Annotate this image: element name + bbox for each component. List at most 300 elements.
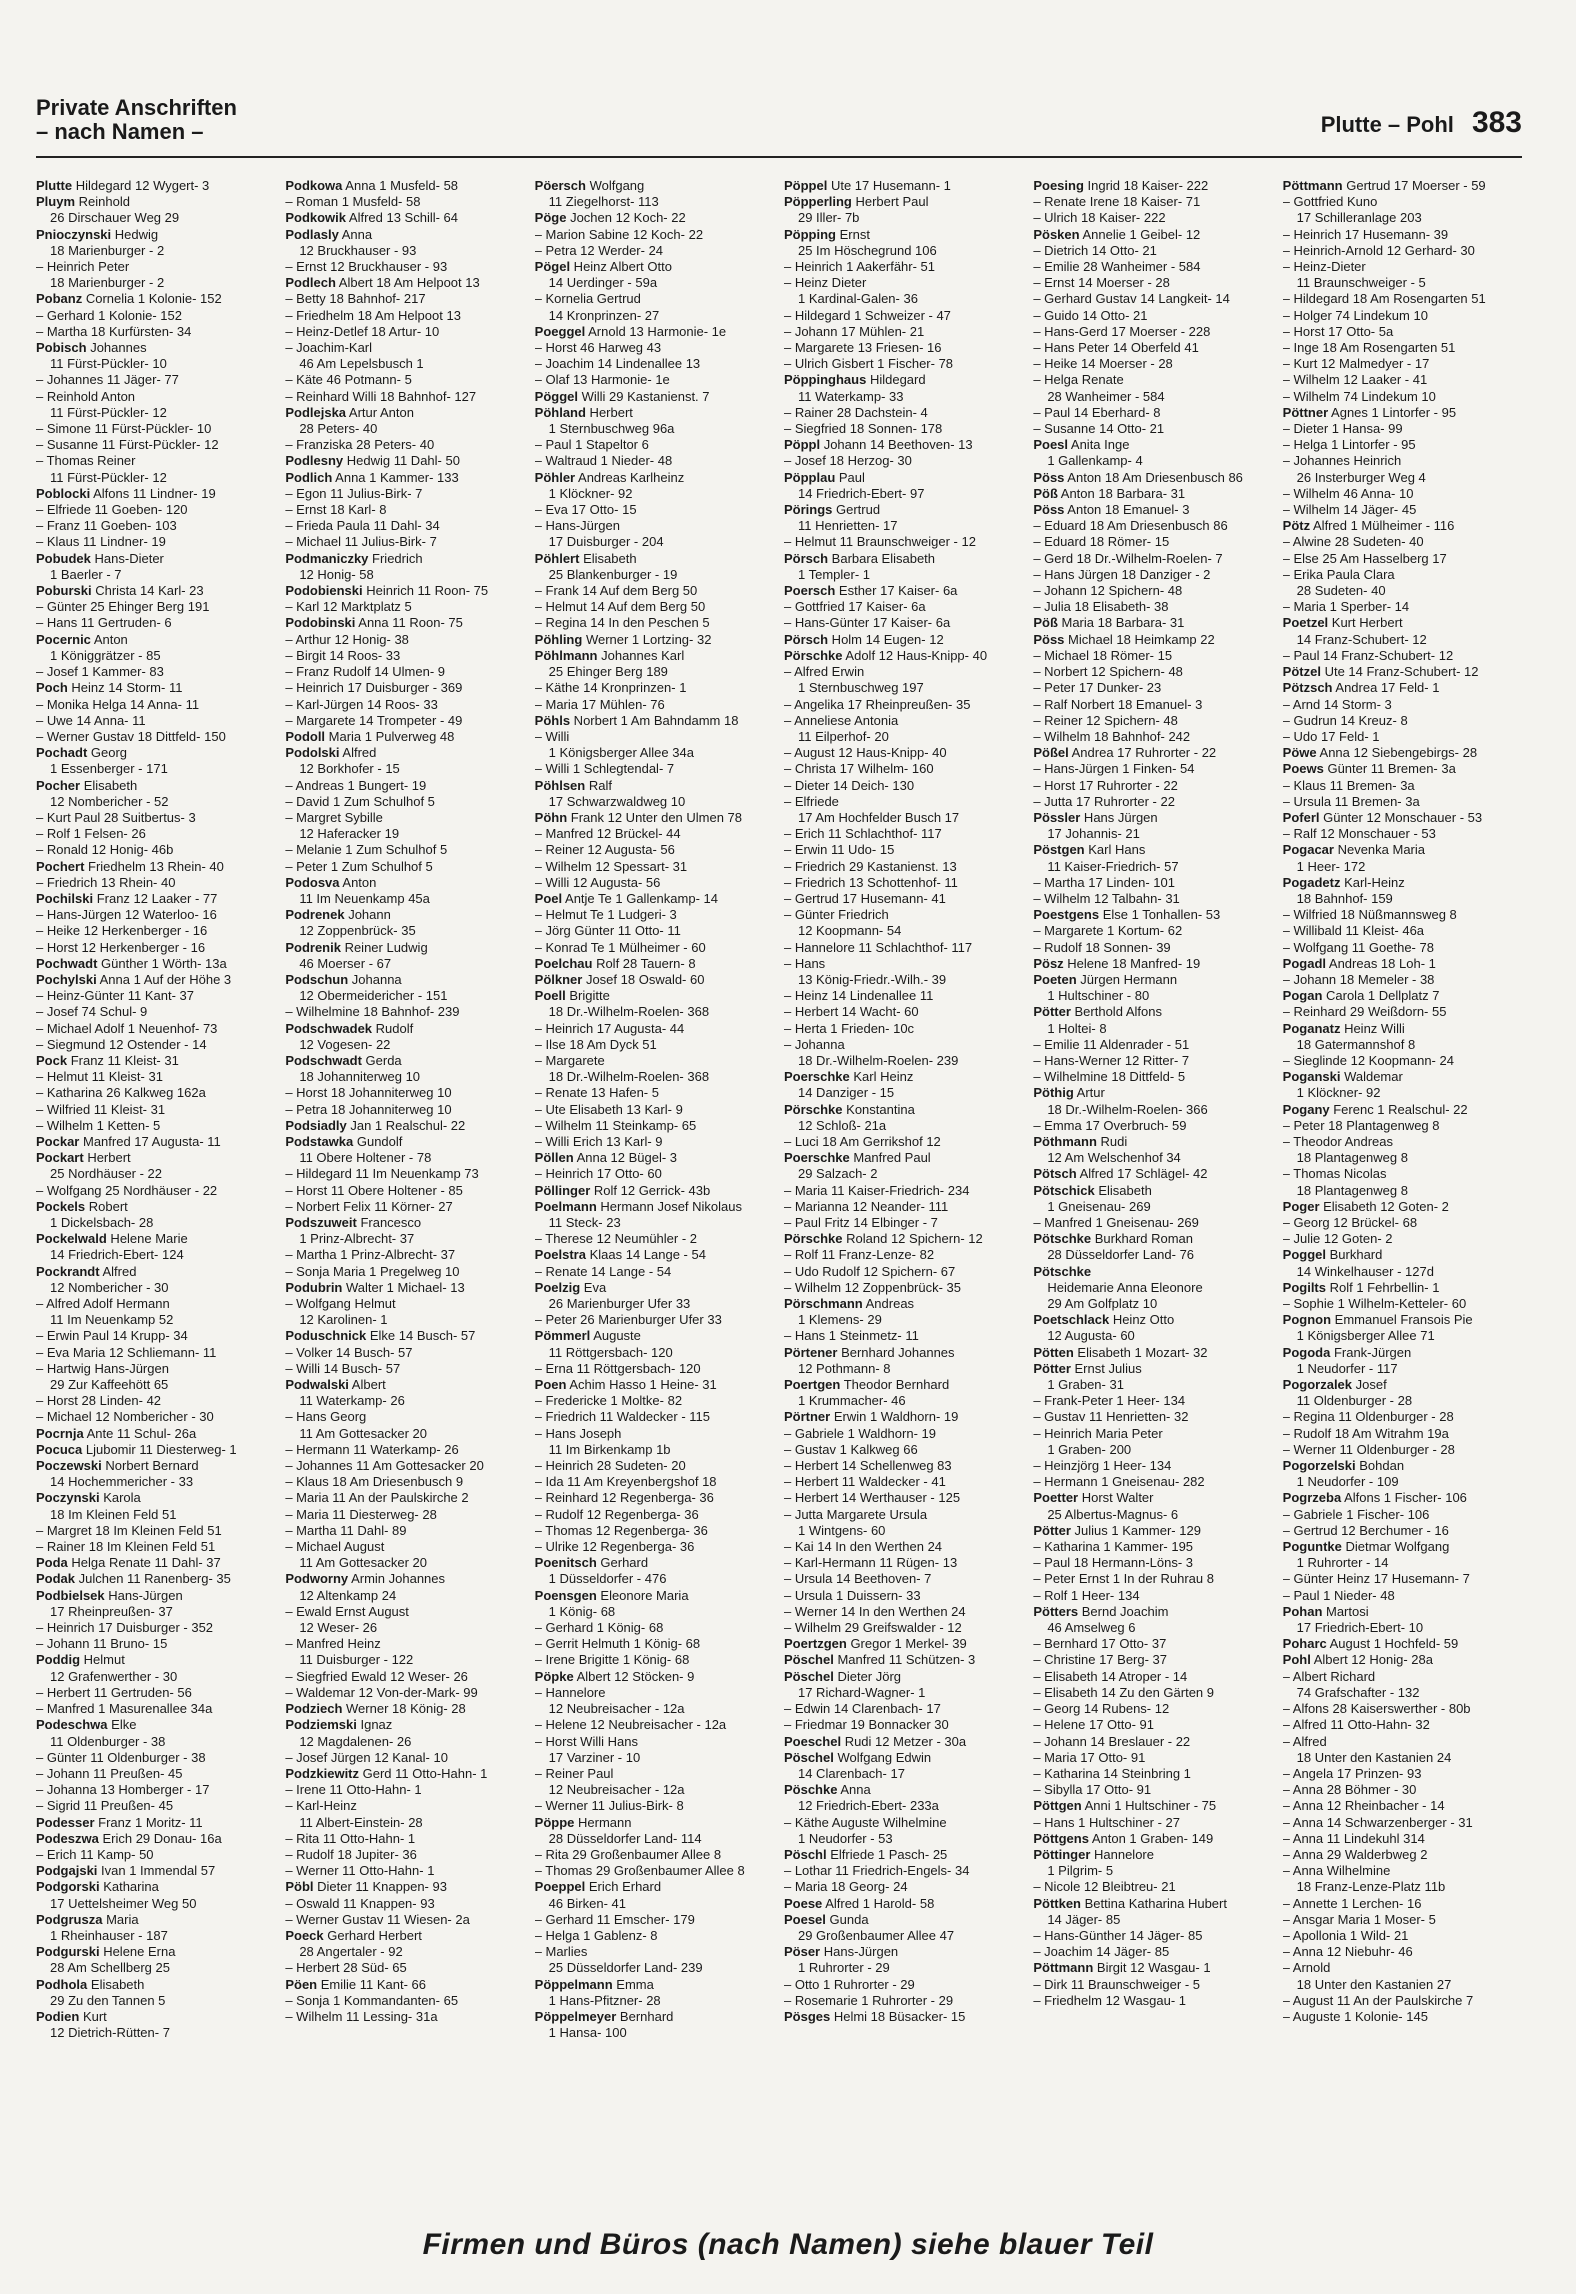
directory-entry: – Paul Fritz 14 Elbinger - 7 [784, 1215, 1023, 1231]
directory-entry: 1 Neudorfer - 109 [1296, 1474, 1399, 1490]
directory-entry: – Ernst 14 Moerser - 28 [1033, 275, 1272, 291]
directory-entry: – Hans-Gerd 17 Moerser - 228 [1033, 324, 1272, 340]
directory-entry: – Michael 11 Julius-Birk- 7 [285, 534, 524, 550]
directory-entry: 11 Duisburger - 122 [299, 1652, 414, 1668]
directory-entry: – Gerhard 11 Emscher- 179 [535, 1912, 774, 1928]
directory-entry [285, 551, 524, 567]
directory-entry [1033, 470, 1272, 486]
entry-details: Agnes 1 Lintorfer - 95 [1328, 404, 1457, 420]
directory-entry: – Theodor Andreas [1283, 1134, 1522, 1150]
directory-entry: 1 Sternbuschweg 197 [797, 680, 924, 696]
entry-details: Hildegard 12 Wygert- 3 [72, 178, 210, 193]
directory-entry: 25 Düsseldorfer Land- 239 [548, 1960, 703, 1976]
entry-details: Albert 18 Am Helpoot 13 [335, 275, 480, 291]
directory-entry: – Heinrich Peter [36, 259, 275, 275]
directory-entry: – Karl-Heinz [285, 1798, 524, 1814]
entry-details: Helene Erna [99, 1944, 176, 1960]
directory-entry: 11 Ziegelhorst- 113 [548, 194, 659, 210]
directory-entry [1033, 907, 1272, 923]
directory-entry: 11 Fürst-Pückler- 12 [50, 469, 167, 485]
directory-entry: – Angela 17 Prinzen- 93 [1283, 1766, 1522, 1782]
entry-details: Hans-Dieter [90, 550, 164, 566]
surname: Podubrin [285, 1279, 343, 1295]
directory-entry [285, 178, 524, 194]
directory-entry [285, 210, 524, 226]
directory-entry [1033, 1960, 1272, 1976]
entry-details: Ignaz [356, 1717, 393, 1733]
directory-entry: – Heike 12 Herkenberger - 16 [36, 923, 275, 939]
directory-entry: 46 Birken- 41 [548, 1895, 626, 1911]
directory-entry: 12 Borkhofer - 15 [299, 761, 400, 777]
entry-details: Alfons 11 Lindner- 19 [90, 485, 216, 501]
surname: Pöttner [1282, 404, 1329, 420]
surname: Poduschnick [285, 1328, 367, 1344]
directory-entry: – Lothar 11 Friedrich-Engels- 34 [784, 1863, 1023, 1879]
directory-entry: – Dieter 1 Hansa- 99 [1283, 421, 1522, 437]
directory-entry: 1 Königsberger Allee 34a [548, 745, 694, 761]
directory-entry: – Betty 18 Bahnhof- 217 [285, 291, 524, 307]
surname: Pocernic [36, 631, 91, 647]
directory-entry: – Helga Renate [1033, 372, 1272, 388]
directory-entry: – Hans 1 Hultschiner - 27 [1033, 1815, 1272, 1831]
directory-entry: 1 Holtei- 8 [1047, 1020, 1107, 1036]
entry-details: Friedhelm 13 Rhein- 40 [84, 858, 224, 874]
surname: Pohan [1282, 1603, 1323, 1619]
directory-entry: – Gottfried 17 Kaiser- 6a [784, 599, 1023, 615]
surname: Pogoda [1282, 1344, 1331, 1360]
directory-entry: – Wilhelm 14 Jäger- 45 [1283, 502, 1522, 518]
surname: Poger [1282, 1198, 1320, 1214]
directory-entry: – Wilhelm 29 Greifswalder - 12 [784, 1620, 1023, 1636]
directory-entry: – Margret 18 Im Kleinen Feld 51 [36, 1523, 275, 1539]
directory-entry [535, 988, 774, 1004]
directory-entry: 1 Hansa- 100 [548, 2025, 627, 2041]
directory-entry: – Katharina 26 Kalkweg 162a [36, 1085, 275, 1101]
directory-entry: – Johann 14 Breslauer - 22 [1033, 1734, 1272, 1750]
directory-entry [535, 972, 774, 988]
surname: Podmaniczky [285, 550, 369, 566]
directory-entry: – Herbert 14 Schellenweg 83 [784, 1458, 1023, 1474]
directory-entry: – Johann 17 Mühlen- 21 [784, 324, 1023, 340]
directory-entry: – Karl 12 Marktplatz 5 [285, 599, 524, 615]
entry-details: Gerda [361, 1052, 402, 1068]
directory-entry [1283, 1377, 1522, 1393]
directory-entry: – Horst 12 Herkenberger - 16 [36, 940, 275, 956]
directory-entry: – Horst 17 Otto- 5a [1283, 324, 1522, 340]
directory-entry [36, 1150, 275, 1166]
entry-details: Elisabeth 12 Goten- 2 [1319, 1198, 1449, 1214]
entry-details: Ante 11 Schul- 26a [83, 1425, 197, 1441]
directory-entry: 12 Koopmann- 54 [797, 923, 902, 939]
directory-entry: 14 Jäger- 85 [1047, 1911, 1121, 1927]
surname: Poczewski [36, 1458, 102, 1474]
entry-details: Karl Hans [1084, 842, 1146, 858]
directory-entry [36, 1652, 275, 1668]
directory-entry: – Margarete [535, 1053, 774, 1069]
surname: Pömmerl [534, 1328, 591, 1344]
directory-entry [784, 1847, 1023, 1863]
directory-entry: – Margarete 1 Kortum- 62 [1033, 923, 1272, 939]
directory-entry: – Wilhelm 18 Bahnhof- 242 [1033, 729, 1272, 745]
surname: Pochwadt [36, 955, 98, 971]
directory-entry: – Wilhelm 12 Talbahn- 31 [1033, 891, 1272, 907]
entry-details: Anna 12 Bügel- 3 [573, 1150, 678, 1166]
directory-entry: – Hans [784, 956, 1023, 972]
directory-entry: – Andreas 1 Bungert- 19 [285, 778, 524, 794]
directory-entry [784, 1750, 1023, 1766]
directory-entry: 12 Bruckhauser - 93 [299, 242, 417, 258]
surname: Podlech [285, 275, 336, 291]
directory-entry: – Hans Peter 14 Oberfeld 41 [1033, 340, 1272, 356]
directory-entry: 14 Hochemmericher - 33 [50, 1474, 194, 1490]
surname: Podeschwa [36, 1717, 108, 1733]
directory-entry: – Wilhelmine 18 Bahnhof- 239 [285, 1004, 524, 1020]
directory-entry: 1 Klöckner- 92 [548, 485, 633, 501]
entry-details: Ute 17 Husemann- 1 [827, 178, 951, 193]
directory-entry: 13 König-Friedr.-Wilh.- 39 [797, 971, 947, 987]
directory-entry: 12 Neubreisacher - 12a [548, 1701, 685, 1717]
directory-entry: – Wilhelm 1 Ketten- 5 [36, 1118, 275, 1134]
entry-details: Herbert Paul [851, 194, 929, 210]
directory-entry: 1 Neudorfer - 53 [797, 1830, 893, 1846]
surname: Pöss [1033, 502, 1065, 518]
entry-details: Konstantina [842, 1101, 915, 1117]
directory-entry: 12 Weser- 26 [299, 1620, 378, 1636]
directory-entry: – Irene 11 Otto-Hahn- 1 [285, 1782, 524, 1798]
entry-details: Bettina Katharina Hubert [1081, 1895, 1227, 1911]
directory-entry: – Waldemar 12 Von-der-Mark- 99 [285, 1685, 524, 1701]
surname: Poeck [285, 1927, 324, 1943]
entry-details: Anton 18 Emanuel- 3 [1064, 502, 1190, 518]
directory-entry: 1 Graben- 31 [1047, 1377, 1124, 1393]
directory-entry: – Franziska 28 Peters- 40 [285, 437, 524, 453]
directory-entry: – Franz 11 Goeben- 103 [36, 518, 275, 534]
directory-entry [784, 1652, 1023, 1668]
surname: Poertzgen [783, 1636, 847, 1652]
directory-entry [784, 194, 1023, 210]
entry-details: Paul [835, 469, 865, 485]
directory-entry: – Erika Paula Clara [1283, 567, 1522, 583]
directory-entry [1033, 842, 1272, 858]
entry-details: Frank 12 Unter den Ulmen 78 [567, 809, 743, 825]
surname: Pöen [285, 1976, 318, 1992]
surname: Pöttgen [1033, 1798, 1082, 1814]
directory-entry [285, 1280, 524, 1296]
directory-entry: – Reinhold Anton [36, 389, 275, 405]
directory-entry [535, 1879, 774, 1895]
directory-entry: 17 Duisburger - 204 [548, 534, 664, 550]
directory-column [285, 178, 524, 2208]
directory-entry: 17 Schilleranlage 203 [1296, 210, 1422, 226]
directory-entry: – Manfred Heinz [285, 1636, 524, 1652]
directory-entry: – Horst 18 Johanniterweg 10 [285, 1085, 524, 1101]
directory-entry: – Elfriede 11 Goeben- 120 [36, 502, 275, 518]
entry-details: Anna [837, 1782, 871, 1798]
directory-entry [36, 972, 275, 988]
surname: Pößel [1033, 745, 1069, 761]
directory-entry: 1 Graben- 200 [1047, 1441, 1132, 1457]
surname: Poeggel [534, 323, 586, 339]
directory-entry [36, 551, 275, 567]
surname: Pockelwald [36, 1231, 107, 1247]
entry-details: Anna 1 Auf der Höhe 3 [96, 971, 232, 987]
entry-details: Ernst [835, 226, 870, 242]
surname: Poesel [783, 1911, 826, 1927]
directory-entry: – Hans 1 Steinmetz- 11 [784, 1328, 1023, 1344]
directory-entry: – Manfred 1 Masurenallee 34a [36, 1701, 275, 1717]
surname: Pognon [1282, 1312, 1332, 1328]
directory-entry: – Alfred Adolf Hermann [36, 1296, 275, 1312]
directory-column [1033, 178, 1272, 2208]
entry-details: Dieter Jörg [833, 1668, 902, 1684]
surname: Pötten [1033, 1344, 1074, 1360]
directory-entry [535, 259, 774, 275]
entry-details: Josef [1352, 1377, 1387, 1393]
directory-entry: 25 Albertus-Magnus- 6 [1047, 1506, 1179, 1522]
directory-entry: – Therese 12 Neumühler - 2 [535, 1231, 774, 1247]
directory-entry: – Irene Brigitte 1 König- 68 [535, 1652, 774, 1668]
directory-entry: – Peter 17 Dunker- 23 [1033, 680, 1272, 696]
entry-details: Ute 14 Franz-Schubert- 12 [1320, 664, 1479, 680]
directory-entry: – Wilhelm 46 Anna- 10 [1283, 486, 1522, 502]
directory-entry: – Alwine 28 Sudeten- 40 [1283, 534, 1522, 550]
directory-entry: 17 Friedrich-Ebert- 10 [1296, 1620, 1424, 1636]
surname: Pnioczynski [36, 226, 112, 242]
directory-entry [1033, 1004, 1272, 1020]
directory-entry: – Emilie 11 Aldenrader - 51 [1033, 1037, 1272, 1053]
directory-entry: – Eduard 18 Römer- 15 [1033, 534, 1272, 550]
directory-entry [535, 1150, 774, 1166]
directory-entry: – Paul 1 Stapeltor 6 [535, 437, 774, 453]
directory-entry [535, 1183, 774, 1199]
directory-entry: 14 Uerdinger - 59a [548, 275, 658, 291]
directory-entry [1283, 875, 1522, 891]
entry-details: Else 1 Tonhallen- 53 [1099, 907, 1221, 923]
surname: Pogadl [1282, 955, 1326, 971]
directory-entry: – Hermann 1 Gneisenau- 282 [1033, 1474, 1272, 1490]
entry-details: Alfred 1 Mülheimer - 116 [1310, 518, 1455, 534]
directory-entry: – Frieda Paula 11 Dahl- 34 [285, 518, 524, 534]
directory-entry: Heidemarie Anna Eleonore [1047, 1279, 1203, 1295]
entry-details: Manfred 11 Schützen- 3 [833, 1652, 976, 1668]
surname: Pöstgen [1033, 842, 1085, 858]
directory-entry: – Hans Joseph [535, 1426, 774, 1442]
directory-entry [1033, 1264, 1272, 1280]
surname: Podzkiewitz [285, 1765, 360, 1781]
directory-entry [784, 1409, 1023, 1425]
directory-entry [1033, 1523, 1272, 1539]
surname: Poeppel [534, 1879, 586, 1895]
entry-details: Ingrid 18 Kaiser- 222 [1083, 178, 1209, 193]
directory-entry: – Sonja Maria 1 Pregelweg 10 [285, 1264, 524, 1280]
directory-entry: 18 Johanniterweg 10 [299, 1069, 421, 1085]
directory-entry: 1 Hultschiner - 80 [1047, 988, 1150, 1004]
directory-entry: – Friedrich 29 Kastanienst. 13 [784, 859, 1023, 875]
entry-details: Wolfgang Edwin [833, 1749, 932, 1765]
entry-details: Heinz Willi [1340, 1020, 1405, 1036]
entry-details: Jan 1 Realschul- 22 [346, 1117, 466, 1133]
directory-entry [1033, 745, 1272, 761]
surname: Podbielsek [36, 1587, 105, 1603]
directory-entry: – Frank 14 Auf dem Berg 50 [535, 583, 774, 599]
directory-entry: – Josef 18 Herzog- 30 [784, 453, 1023, 469]
surname: Pöhling [534, 631, 583, 647]
entry-details: Elisabeth [80, 777, 138, 793]
directory-entry [1283, 1280, 1522, 1296]
directory-entry [535, 713, 774, 729]
directory-entry: – Anneliese Antonia [784, 713, 1023, 729]
directory-entry: – Maria 18 Georg- 24 [784, 1879, 1023, 1895]
directory-entry: 17 Johannis- 21 [1047, 826, 1140, 842]
directory-entry [1283, 664, 1522, 680]
directory-entry [784, 1896, 1023, 1912]
directory-entry: – Kurt Paul 28 Suitbertus- 3 [36, 810, 275, 826]
surname: Podosva [285, 874, 340, 890]
directory-entry: – Erich 11 Schlachthof- 117 [784, 826, 1023, 842]
entry-details: August 1 Hochfeld- 59 [1326, 1636, 1459, 1652]
directory-entry: – Günter 25 Ehinger Berg 191 [36, 599, 275, 615]
directory-entry: 74 Grafschafter - 132 [1296, 1684, 1420, 1700]
surname: Pogorzelski [1282, 1458, 1356, 1474]
directory-entry: – Thomas Nicolas [1283, 1166, 1522, 1182]
surname: Pogan [1282, 988, 1323, 1004]
directory-entry: 11 Obere Holtener - 78 [299, 1150, 432, 1166]
directory-entry: 18 Marienburger - 2 [50, 275, 165, 291]
surname: Podziech [285, 1701, 343, 1717]
directory-entry: – Ralf 12 Monschauer - 53 [1283, 826, 1522, 842]
directory-entry: – Hildegard 11 Im Neuenkamp 73 [285, 1166, 524, 1182]
surname: Pöttmann [1282, 178, 1343, 193]
entry-details: Andrea 17 Ruhrorter - 22 [1068, 745, 1217, 761]
directory-entry: – Käthe 14 Kronprinzen- 1 [535, 680, 774, 696]
directory-entry: – Joachim 14 Jäger- 85 [1033, 1944, 1272, 1960]
directory-entry: 17 Richard-Wagner- 1 [797, 1684, 926, 1700]
directory-entry [1283, 1490, 1522, 1506]
surname: Pöhler [534, 469, 576, 485]
directory-entry: – Joachim 14 Lindenallee 13 [535, 356, 774, 372]
directory-entry: – Heinrich 28 Sudeten- 20 [535, 1458, 774, 1474]
directory-entry [1033, 1231, 1272, 1247]
entry-details: Helmut [80, 1652, 125, 1668]
directory-entry: – Marion Sabine 12 Koch- 22 [535, 227, 774, 243]
directory-entry [784, 2009, 1023, 2025]
directory-entry [36, 1588, 275, 1604]
directory-entry: – Ursula 14 Beethoven- 7 [784, 1571, 1023, 1587]
directory-entry: – Michael Adolf 1 Neuenhof- 73 [36, 1021, 275, 1037]
directory-entry: 26 Dirschauer Weg 29 [50, 210, 180, 226]
directory-entry: – Wolfgang Helmut [285, 1296, 524, 1312]
directory-entry: – Oswald 11 Knappen- 93 [285, 1896, 524, 1912]
directory-entry: – Julia 18 Elisabeth- 38 [1033, 599, 1272, 615]
entry-details: Barbara Elisabeth [828, 550, 936, 566]
directory-entry [1283, 615, 1522, 631]
entry-details: Johannes Karl [597, 647, 685, 663]
entry-details: Johanna [348, 971, 402, 987]
directory-entry: – Rudolf 12 Regenberga- 36 [535, 1507, 774, 1523]
directory-entry [1283, 680, 1522, 696]
directory-entry: – Willi 14 Busch- 57 [285, 1361, 524, 1377]
directory-entry: – Paul 14 Eberhard- 8 [1033, 405, 1272, 421]
directory-entry [784, 502, 1023, 518]
directory-entry [36, 1717, 275, 1733]
directory-entry: 1 Ruhrorter - 14 [1296, 1555, 1389, 1571]
surname: Pöß [1033, 485, 1058, 501]
directory-entry: 12 Karolinen- 1 [299, 1312, 388, 1328]
directory-entry [784, 1782, 1023, 1798]
directory-entry: 12 Zoppenbrück- 35 [299, 923, 416, 939]
entry-details: Heinz 14 Storm- 11 [67, 680, 183, 696]
directory-entry: – Apollonia 1 Wild- 21 [1283, 1928, 1522, 1944]
directory-entry [36, 1134, 275, 1150]
directory-entry: 12 Friedrich-Ebert- 233a [797, 1798, 939, 1814]
entry-details: Albert 12 Stöcken- 9 [573, 1668, 695, 1684]
surname: Pöhlsen [534, 777, 586, 793]
entry-details: Bernd Joachim [1078, 1603, 1169, 1619]
directory-entry [784, 1669, 1023, 1685]
directory-entry [1283, 1345, 1522, 1361]
directory-entry: – Michael 18 Römer- 15 [1033, 648, 1272, 664]
surname: Poetschlack [1033, 1312, 1110, 1328]
directory-entry: – Heinz Dieter [784, 275, 1023, 291]
entry-details: Alfred 17 Schlägel- 42 [1076, 1166, 1208, 1182]
surname: Pogadetz [1282, 874, 1341, 890]
directory-entry: 1 Königsberger Allee 71 [1296, 1328, 1435, 1344]
surname: Pöhn [534, 809, 568, 825]
surname: Poelstra [534, 1247, 586, 1263]
directory-entry [1283, 842, 1522, 858]
directory-entry [535, 405, 774, 421]
directory-entry: 11 Kaiser-Friedrich- 57 [1047, 858, 1179, 874]
directory-entry: – Gerhard Gustav 14 Langkeit- 14 [1033, 291, 1272, 307]
directory-entry: 11 Steck- 23 [548, 1215, 621, 1230]
name-range: Plutte – Pohl [1320, 112, 1454, 137]
directory-entry: – Herbert 11 Waldecker - 41 [784, 1474, 1023, 1490]
directory-entry: – Horst Willi Hans [535, 1734, 774, 1750]
surname: Podoll [285, 728, 326, 744]
directory-entry: – Katharina 14 Steinbring 1 [1033, 1766, 1272, 1782]
directory-entry [36, 1863, 275, 1879]
surname: Pötter [1033, 1522, 1071, 1538]
entry-details: Alfred 1 Harold- 58 [822, 1895, 935, 1911]
surname: Pöhland [534, 404, 586, 420]
directory-entry: – Emilie 28 Wanheimer - 584 [1033, 259, 1272, 275]
directory-entry [535, 1588, 774, 1604]
directory-entry [285, 1717, 524, 1733]
directory-entry [285, 1928, 524, 1944]
entry-details: Anna 11 Roon- 75 [355, 615, 463, 631]
surname: Poerschke [783, 1150, 850, 1166]
entry-details: Emilie 11 Kant- 66 [317, 1976, 426, 1992]
surname: Poensgen [534, 1587, 597, 1603]
entry-details: Werner 18 König- 28 [342, 1701, 466, 1717]
directory-entry: – Guido 14 Otto- 21 [1033, 308, 1272, 324]
directory-entry: – Werner Gustav 11 Wiesen- 2a [285, 1912, 524, 1928]
directory-entry [1283, 1069, 1522, 1085]
directory-entry: – Ilse 18 Am Dyck 51 [535, 1037, 774, 1053]
entry-details: Antje Te 1 Gallenkamp- 14 [562, 890, 718, 906]
directory-entry: – Christine 17 Berg- 37 [1033, 1652, 1272, 1668]
directory-entry [285, 745, 524, 761]
entry-details: Alfred [99, 1263, 137, 1279]
directory-entry: – Karl-Hermann 11 Rügen- 13 [784, 1555, 1023, 1571]
directory-entry [36, 486, 275, 502]
directory-entry [535, 324, 774, 340]
directory-entry: – Günter 11 Oldenburger - 38 [36, 1750, 275, 1766]
directory-entry [285, 907, 524, 923]
directory-entry [535, 178, 774, 194]
entry-details: Brigitte [565, 988, 610, 1004]
entry-details: Andreas Karlheinz [575, 469, 685, 485]
